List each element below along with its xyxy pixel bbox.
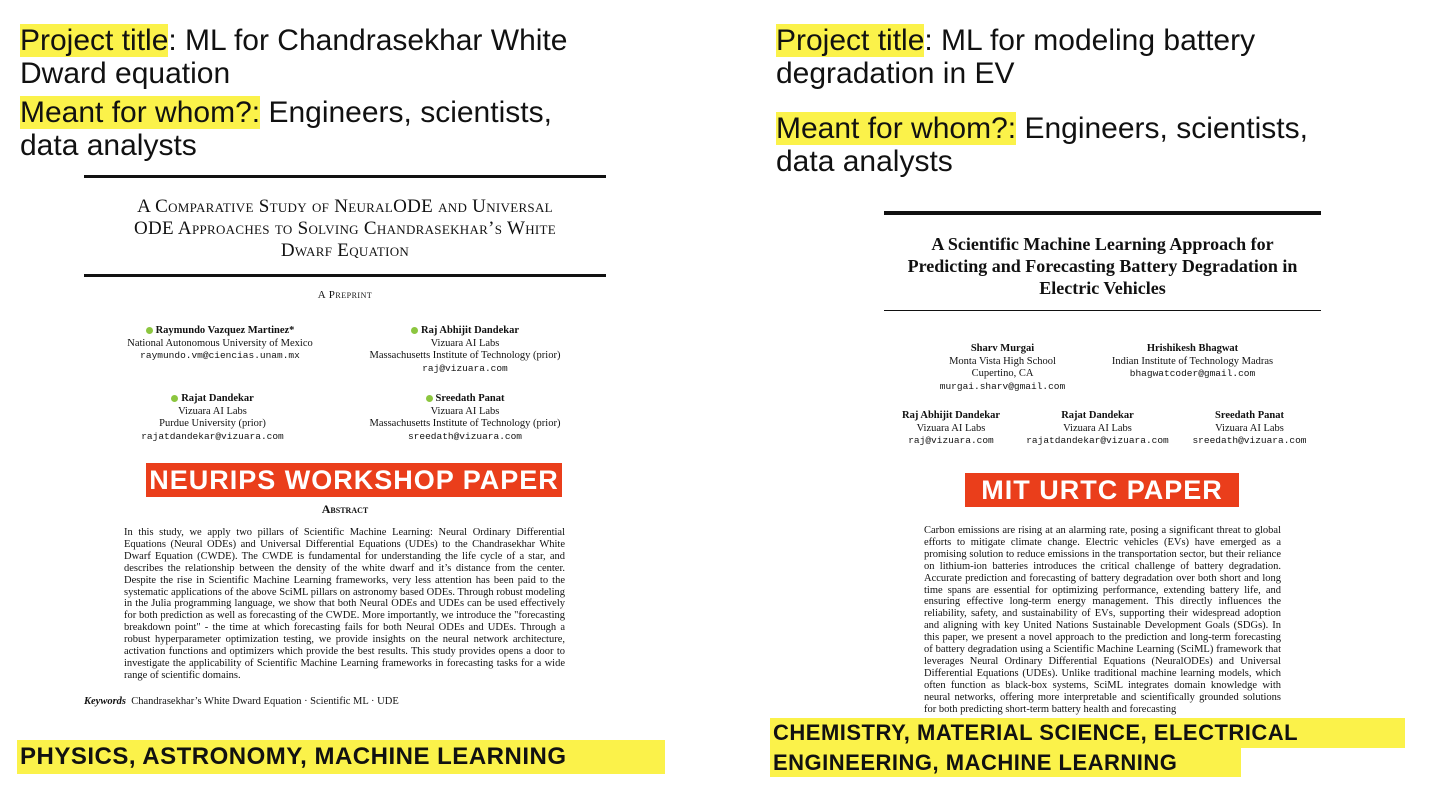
right-project-title-text-2: degradation in EV [776, 57, 1015, 90]
author-name: Sharv Murgai [970, 343, 1035, 354]
left-domain-tags: PHYSICS, ASTRONOMY, MACHINE LEARNING [17, 740, 665, 774]
left-audience-label: Meant for whom?: [20, 96, 261, 129]
right-audience-label: Meant for whom?: [776, 112, 1017, 145]
author-email: sreedath@vizuara.com [407, 430, 523, 442]
author-affiliation: Monta Vista High School [949, 355, 1056, 367]
author-email: raymundo.vm@ciencias.unam.mx [140, 350, 300, 361]
author-name: Sreedath Panat [1215, 410, 1284, 421]
orcid-icon [146, 327, 153, 334]
author-affiliation: Vizuara AI Labs [916, 422, 986, 434]
right-project-title-text: : ML for modeling battery [924, 24, 1256, 57]
right-project-title-label: Project title [776, 24, 925, 57]
author-email: bhagwatcoder@gmail.com [1129, 368, 1256, 379]
author-affiliation: Vizuara AI Labs [1063, 422, 1132, 434]
right-domain-tags-line-2: ENGINEERING, MACHINE LEARNING [773, 750, 1178, 775]
left-author-1 [95, 325, 345, 363]
left-project-title-text: : ML for Chandrasekhar White [168, 24, 568, 57]
right-audience [776, 112, 1308, 178]
right-author-4 [1020, 410, 1175, 448]
right-paper-title [876, 233, 1329, 299]
author-affiliation: Indian Institute of Technology Madras [1111, 355, 1274, 367]
left-keywords [84, 696, 399, 707]
right-domain-tags-2 [770, 748, 1241, 777]
author-affiliation-2: Purdue University (prior) [159, 418, 266, 429]
right-paper-title-line-2: Predicting and Forecasting Battery Degradation in [907, 256, 1298, 276]
right-audience-text-2: data analysts [776, 145, 953, 178]
author-name: Raj Abhijit Dandekar [420, 325, 519, 336]
left-author-3 [85, 393, 340, 443]
right-domain-tags [770, 718, 1405, 748]
right-domain-tags-line-1: CHEMISTRY, MATERIAL SCIENCE, ELECTRICAL [773, 720, 1299, 745]
left-title-rule-top [84, 175, 606, 178]
author-affiliation: Vizuara AI Labs [430, 405, 500, 417]
orcid-icon [426, 395, 433, 402]
author-email: murgai.sharv@gmail.com [939, 380, 1066, 392]
author-email: sreedath@vizuara.com [1192, 435, 1307, 446]
author-affiliation: Vizuara AI Labs [1215, 422, 1284, 434]
author-affiliation: Vizuara AI Labs [178, 405, 247, 417]
left-title-rule-bottom [84, 274, 606, 277]
right-audience-text: Engineers, scientists, [1016, 112, 1308, 145]
right-author-2 [1090, 343, 1295, 381]
left-paper-title-line-1: A Comparative Study of NeuralODE and Universal [137, 196, 553, 217]
author-email: raj@vizuara.com [422, 362, 508, 374]
right-title-rule-bottom [884, 310, 1321, 311]
left-project-title-label: Project title [20, 24, 169, 57]
author-name: Rajat Dandekar [1061, 410, 1134, 421]
right-venue-stamp: MIT URTC PAPER [965, 473, 1239, 507]
author-name: Raymundo Vazquez Martinez* [155, 325, 295, 336]
author-name: Sreedath Panat [435, 393, 505, 404]
author-email: rajatdandekar@vizuara.com [141, 430, 284, 442]
author-name: Hrishikesh Bhagwat [1146, 343, 1239, 354]
left-abstract-heading: Abstract [321, 502, 369, 516]
author-affiliation: National Autonomous University of Mexico [127, 337, 313, 349]
left-audience-text-2: data analysts [20, 129, 197, 162]
left-paper-title-line-2: ODE Approaches to Solving Chandrasekhar’s White [133, 218, 557, 239]
author-affiliation-2: Massachusetts Institute of Technology (prior) [369, 350, 561, 361]
author-email: raj@vizuara.com [908, 435, 994, 446]
right-paper-title-line-1: A Scientific Machine Learning Approach for [931, 234, 1274, 254]
author-affiliation: Vizuara AI Labs [430, 337, 500, 349]
left-audience-text: Engineers, scientists, [260, 96, 552, 129]
keywords-label: Keywords [84, 696, 126, 707]
left-author-2 [340, 325, 590, 375]
orcid-icon [411, 327, 418, 334]
keywords-text: Chandrasekhar’s White Dward Equation · Scientific ML · UDE [131, 696, 399, 707]
left-paper-title [84, 196, 606, 262]
left-preprint-label: A Preprint [317, 289, 373, 301]
right-abstract-text: Carbon emissions are rising at an alarming rate, posing a significant threat to global efforts to mitigate climate change. Electric vehicles (EVs) have emerged as a promising solution to reduce emissions in the transportation sector, but their reliance on lithium-ion batteries introduces the critical challenge of battery degradation. Accurate prediction and forecasting of battery degradation over both short and long time spans are essential for optimizing performance, extending battery life, and ensuring effective long-term energy management. This directly influences the reliability, safety, and sustainability of EVs, supporting their widespread adoption and aligning with key United Nations Sustainable Development Goals (SDGs). In this paper, we present a novel approach to the prediction and long-term forecasting of battery degradation using a Scientific Machine Learning (SciML) framework that leverages Neural Ordinary Differential Equations (NeuralODEs) and Universal Differential Equations (UDEs). Unlike traditional machine learning models, which often function as black-box systems, SciML integrates domain knowledge with neural networks, offering more interpretable and scientifically grounded solutions for both predicting short-term battery health and forecasting [924, 525, 1281, 715]
author-affiliation-2: Cupertino, CA [971, 368, 1034, 379]
orcid-icon [171, 395, 178, 402]
left-author-4 [330, 393, 600, 443]
left-paper-title-line-3: Dwarf Equation [280, 240, 410, 261]
left-audience [20, 96, 552, 162]
right-paper-title-line-3: Electric Vehicles [1039, 278, 1166, 298]
right-author-1 [890, 343, 1115, 393]
left-project-title-text-2: Dward equation [20, 57, 231, 90]
left-abstract-text: In this study, we apply two pillars of Scientific Machine Learning: Neural Ordinary Differential Equations (Neural ODEs) and Universal Differential Equations (UDEs) to the Chandrasekhar White Dwarf Equation (CWDE). The CWDE is fundamental for understanding the life cycle of a star, and describes the relationship between the density of the white dwarf and it’s distance from the center. Despite the rise in Scientific Machine Learning frameworks, very less attention has been paid to the systematic applications of the above SciML pillars on astronomy based ODEs. Through robust modeling in the Julia programming language, we show that both Neural ODEs and UDEs can be used effectively for both prediction as well as forecasting of the CWDE. More importantly, we introduce the "forecasting breakdown point" - the time at which forecasting fails for both Neural ODEs and UDEs. Through a robust hyperparameter optimization testing, we provide insights on the neural network architecture, activation functions and optimizers which provide the best results. This study provides opens a door to investigate the applicability of Scientific Machine Learning frameworks in forecasting tasks for a wide range of scientific domains. [124, 527, 565, 681]
right-author-3 [890, 410, 1012, 448]
right-title-rule-top [884, 211, 1321, 215]
left-venue-stamp: NEURIPS WORKSHOP PAPER [146, 463, 562, 497]
right-project-title [776, 24, 1255, 90]
author-name: Raj Abhijit Dandekar [901, 410, 1000, 421]
author-name: Rajat Dandekar [181, 393, 254, 404]
left-project-title [20, 24, 567, 90]
author-email: rajatdandekar@vizuara.com [1026, 435, 1169, 446]
author-affiliation-2: Massachusetts Institute of Technology (prior) [369, 418, 561, 429]
right-author-5 [1183, 410, 1316, 448]
